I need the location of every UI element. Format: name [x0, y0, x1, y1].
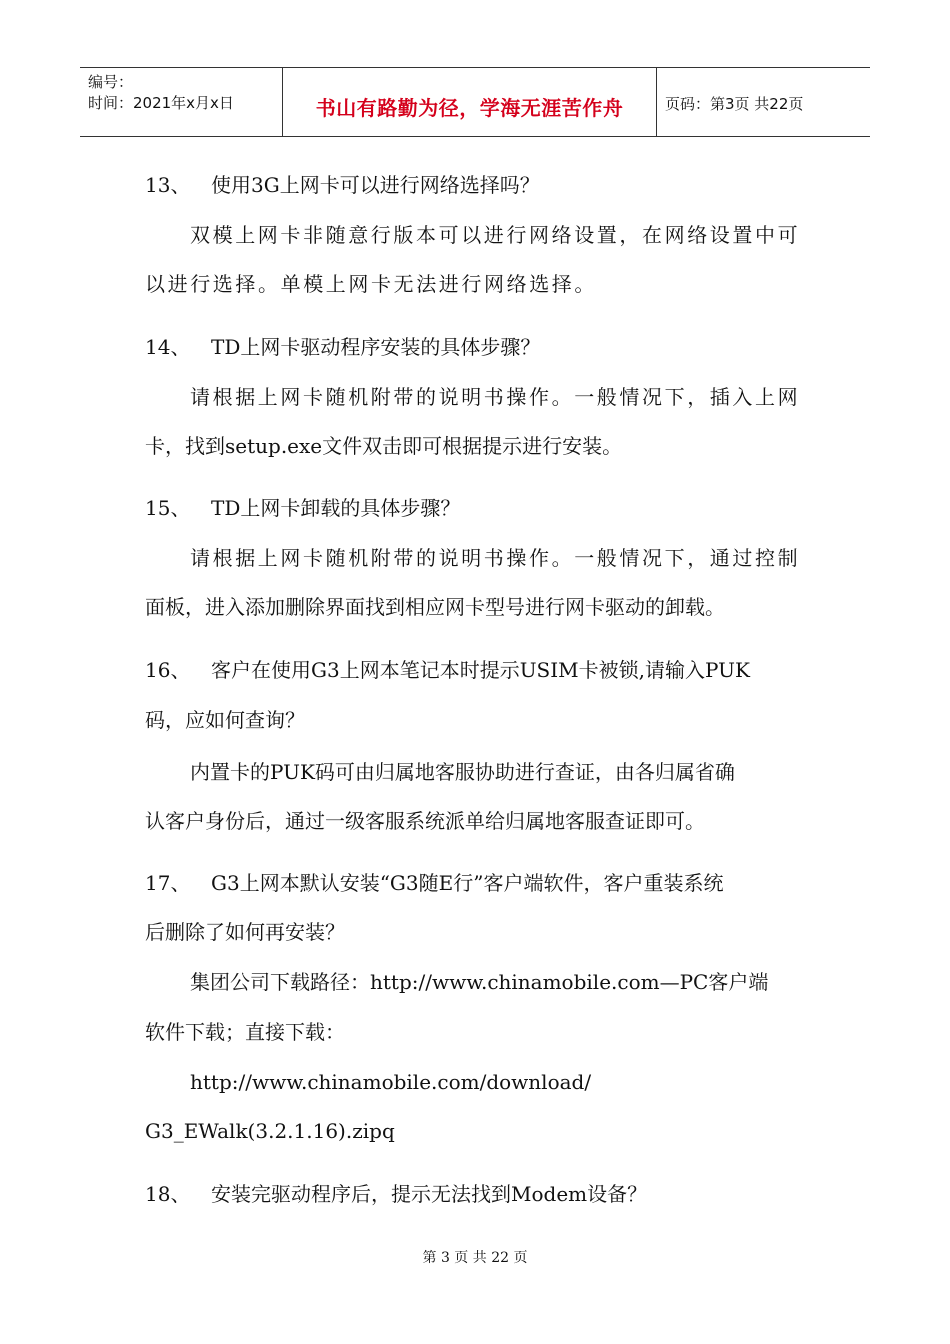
- question-number: 17、: [145, 871, 191, 895]
- answer-13-line-2: 以进行选择。单模上网卡无法进行网络选择。: [145, 272, 597, 296]
- page-header: [80, 67, 870, 137]
- answer-15-line-1: 请根据上网卡随机附带的说明书操作。一般情况下，通过控制: [190, 546, 801, 570]
- answer-16-line-2: 认客户身份后，通过一级客服系统派单给归属地客服查证即可。: [145, 809, 705, 833]
- question-text: 安装完驱动程序后，提示无法找到Modem设备？: [211, 1182, 648, 1206]
- answer-16-line-1: 内置卡的PUK码可由归属地客服协助进行查证，由各归属省确: [190, 760, 735, 784]
- question-number: 13、: [145, 173, 191, 197]
- document-time-label: 时间：2021年x月x日: [88, 94, 234, 112]
- answer-17-filename: G3_EWalk(3.2.1.16).zipq: [145, 1119, 395, 1143]
- page-footer: 第 3 页 共 22 页: [422, 1250, 528, 1266]
- question-13: [145, 171, 540, 199]
- question-16-line-2: 码，应如何查询？: [145, 708, 305, 732]
- answer-14-line-1: 请根据上网卡随机附带的说明书操作。一般情况下，插入上网: [190, 385, 801, 409]
- document-number-label: 编号：: [88, 73, 134, 91]
- answer-14-line-2: 卡，找到setup.exe文件双击即可根据提示进行安装。: [145, 434, 623, 458]
- question-17: [145, 869, 723, 897]
- answer-17-url: http://www.chinamobile.com/download/: [190, 1070, 592, 1094]
- answer-17-line-2: 软件下载；直接下载：: [145, 1020, 345, 1044]
- question-15: [145, 494, 460, 522]
- question-16: [145, 656, 750, 684]
- question-number: 16、: [145, 658, 191, 682]
- header-page-cell: [657, 68, 870, 136]
- answer-13-line-1: 双模上网卡非随意行版本可以进行网络设置，在网络设置中可: [190, 223, 801, 247]
- question-text: TD上网卡卸载的具体步骤？: [211, 496, 461, 520]
- header-motto: 书山有路勤为径，学海无涯苦作舟: [315, 96, 624, 120]
- question-text: G3上网本默认安装“G3随E行”客户端软件，客户重装系统: [211, 871, 724, 895]
- question-17-line-2: 后删除了如何再安装？: [145, 920, 345, 944]
- question-text: 客户在使用G3上网本笔记本时提示USIM卡被锁,请输入PUK: [211, 658, 750, 682]
- question-text: 使用3G上网卡可以进行网络选择吗？: [211, 173, 540, 197]
- question-text: TD上网卡驱动程序安装的具体步骤？: [211, 335, 541, 359]
- answer-17-line-1: 集团公司下载路径：http://www.chinamobile.com—PC客户端: [190, 970, 769, 994]
- answer-15-line-2: 面板，进入添加删除界面找到相应网卡型号进行网卡驱动的卸载。: [145, 595, 725, 619]
- question-number: 15、: [145, 496, 191, 520]
- header-motto-cell: [283, 68, 657, 136]
- question-number: 14、: [145, 335, 191, 359]
- header-meta-cell: [80, 68, 283, 136]
- question-number: 18、: [145, 1182, 191, 1206]
- question-14: [145, 333, 540, 361]
- question-18: [145, 1180, 647, 1208]
- header-page-number: 页码：第3页 共22页: [665, 95, 804, 113]
